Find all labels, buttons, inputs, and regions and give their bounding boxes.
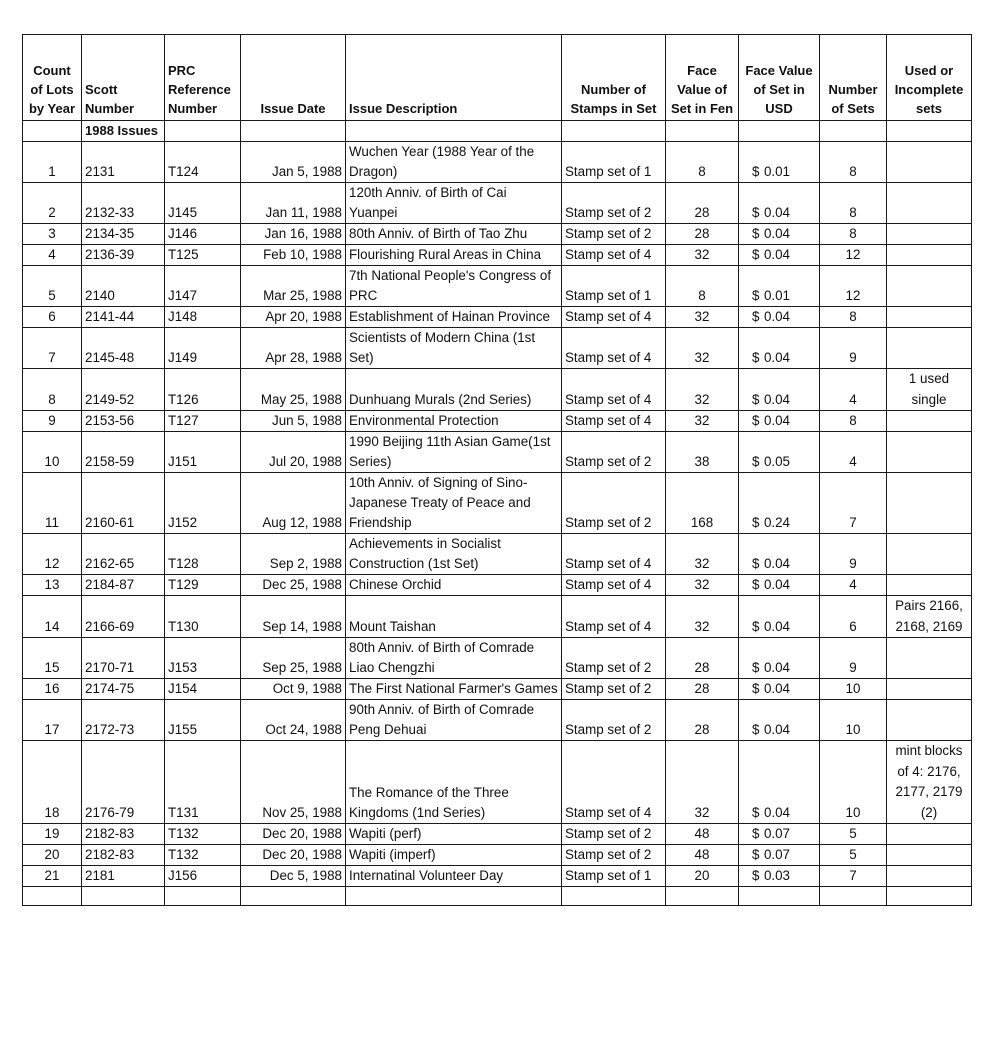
cell-count: 16 bbox=[23, 679, 82, 700]
cell-number-of-stamps: Stamp set of 2 bbox=[562, 638, 666, 679]
table-row bbox=[23, 866, 972, 887]
cell-scott-number: 2131 bbox=[82, 142, 165, 183]
cell-prc-reference: T129 bbox=[165, 575, 241, 596]
cell-prc-reference: J149 bbox=[165, 328, 241, 369]
currency-symbol: $ bbox=[752, 392, 760, 407]
cell-issue-description: The First National Farmer's Games bbox=[346, 679, 562, 700]
cell-face-value-fen: 28 bbox=[666, 224, 739, 245]
cell-issue-description: The Romance of the Three Kingdoms (1nd Series) bbox=[346, 741, 562, 824]
cell-count: 8 bbox=[23, 369, 82, 411]
cell-issue-date: Jul 20, 1988 bbox=[241, 432, 346, 473]
cell-number-of-stamps: Stamp set of 4 bbox=[562, 369, 666, 411]
cell-scott-number: 2162-65 bbox=[82, 534, 165, 575]
cell-number-of-sets: 8 bbox=[820, 142, 887, 183]
cell-face-value-usd bbox=[739, 534, 820, 575]
header-prc: PRC Reference Number bbox=[165, 35, 241, 121]
cell-face-value-fen: 48 bbox=[666, 845, 739, 866]
cell-prc-reference: T126 bbox=[165, 369, 241, 411]
cell-number-of-sets: 8 bbox=[820, 411, 887, 432]
currency-symbol: $ bbox=[752, 413, 760, 428]
table-row bbox=[23, 266, 972, 307]
cell-issue-description: 80th Anniv. of Birth of Tao Zhu bbox=[346, 224, 562, 245]
currency-symbol: $ bbox=[752, 868, 760, 883]
currency-symbol: $ bbox=[752, 660, 760, 675]
currency-symbol: $ bbox=[752, 309, 760, 324]
cell-issue-description: 10th Anniv. of Signing of Sino-Japanese Treaty of Peace and Friendship bbox=[346, 473, 562, 534]
cell-count: 7 bbox=[23, 328, 82, 369]
table-row bbox=[23, 142, 972, 183]
usd-amount: 0.04 bbox=[763, 577, 790, 592]
cell-number-of-sets: 8 bbox=[820, 183, 887, 224]
currency-symbol: $ bbox=[752, 619, 760, 634]
table-row bbox=[23, 638, 972, 679]
usd-amount: 0.01 bbox=[763, 164, 790, 179]
cell-count: 4 bbox=[23, 245, 82, 266]
cell-scott-number: 2134-35 bbox=[82, 224, 165, 245]
usd-amount: 0.04 bbox=[763, 681, 790, 696]
currency-symbol: $ bbox=[752, 577, 760, 592]
cell-used-incomplete bbox=[887, 845, 972, 866]
cell-number-of-stamps: Stamp set of 4 bbox=[562, 307, 666, 328]
usd-amount: 0.04 bbox=[763, 556, 790, 571]
cell-face-value-usd bbox=[739, 824, 820, 845]
cell-scott-number: 2182-83 bbox=[82, 824, 165, 845]
cell-scott-number: 2132-33 bbox=[82, 183, 165, 224]
cell-used-incomplete bbox=[887, 866, 972, 887]
usd-amount: 0.04 bbox=[763, 619, 790, 634]
cell-count: 17 bbox=[23, 700, 82, 741]
cell-prc-reference: J146 bbox=[165, 224, 241, 245]
cell-face-value-usd bbox=[739, 307, 820, 328]
cell-face-value-usd bbox=[739, 411, 820, 432]
cell-face-value-usd bbox=[739, 432, 820, 473]
cell-face-value-fen: 32 bbox=[666, 575, 739, 596]
cell-issue-date: Jan 11, 1988 bbox=[241, 183, 346, 224]
cell-number-of-stamps: Stamp set of 1 bbox=[562, 866, 666, 887]
cell-issue-description: 90th Anniv. of Birth of Comrade Peng Dehuai bbox=[346, 700, 562, 741]
cell-prc-reference: T125 bbox=[165, 245, 241, 266]
header-count: Count of Lots by Year bbox=[23, 35, 82, 121]
cell-prc-reference: T131 bbox=[165, 741, 241, 824]
cell-scott-number: 2184-87 bbox=[82, 575, 165, 596]
cell-face-value-usd bbox=[739, 473, 820, 534]
cell-prc-reference: J145 bbox=[165, 183, 241, 224]
cell-prc-reference: T132 bbox=[165, 824, 241, 845]
cell-count: 20 bbox=[23, 845, 82, 866]
cell-scott-number: 2166-69 bbox=[82, 596, 165, 638]
cell-issue-date: Oct 24, 1988 bbox=[241, 700, 346, 741]
cell-issue-description: 120th Anniv. of Birth of Cai Yuanpei bbox=[346, 183, 562, 224]
cell-number-of-stamps: Stamp set of 4 bbox=[562, 534, 666, 575]
cell-face-value-usd bbox=[739, 183, 820, 224]
usd-amount: 0.04 bbox=[763, 226, 790, 241]
table-row bbox=[23, 596, 972, 638]
cell-issue-date: Jan 5, 1988 bbox=[241, 142, 346, 183]
cell-count: 13 bbox=[23, 575, 82, 596]
cell-face-value-usd bbox=[739, 369, 820, 411]
cell-face-value-usd bbox=[739, 328, 820, 369]
usd-amount: 0.04 bbox=[763, 205, 790, 220]
table-row bbox=[23, 369, 972, 411]
header-number-of-stamps: Number of Stamps in Set bbox=[562, 35, 666, 121]
cell-count: 21 bbox=[23, 866, 82, 887]
year-subheader: 1988 Issues bbox=[82, 121, 165, 142]
header-face-value-usd: Face Value of Set in USD bbox=[739, 35, 820, 121]
cell-face-value-fen: 28 bbox=[666, 638, 739, 679]
cell-count: 3 bbox=[23, 224, 82, 245]
cell-scott-number: 2160-61 bbox=[82, 473, 165, 534]
cell-number-of-sets: 8 bbox=[820, 307, 887, 328]
cell-face-value-fen: 32 bbox=[666, 596, 739, 638]
cell-issue-description: Internatinal Volunteer Day bbox=[346, 866, 562, 887]
cell-number-of-sets: 12 bbox=[820, 266, 887, 307]
cell-count: 2 bbox=[23, 183, 82, 224]
cell-count: 9 bbox=[23, 411, 82, 432]
cell-used-incomplete bbox=[887, 307, 972, 328]
cell-face-value-fen: 8 bbox=[666, 266, 739, 307]
cell-face-value-fen: 32 bbox=[666, 245, 739, 266]
currency-symbol: $ bbox=[752, 556, 760, 571]
cell-number-of-stamps: Stamp set of 4 bbox=[562, 328, 666, 369]
table-row bbox=[23, 307, 972, 328]
cell-issue-description: Wuchen Year (1988 Year of the Dragon) bbox=[346, 142, 562, 183]
cell-number-of-stamps: Stamp set of 2 bbox=[562, 183, 666, 224]
cell-used-incomplete bbox=[887, 575, 972, 596]
cell-issue-date: Jun 5, 1988 bbox=[241, 411, 346, 432]
cell-used-incomplete: Pairs 2166, 2168, 2169 bbox=[887, 596, 972, 638]
usd-amount: 0.04 bbox=[763, 660, 790, 675]
cell-number-of-sets: 6 bbox=[820, 596, 887, 638]
currency-symbol: $ bbox=[752, 681, 760, 696]
cell-used-incomplete bbox=[887, 183, 972, 224]
cell-face-value-fen: 32 bbox=[666, 369, 739, 411]
table-row bbox=[23, 824, 972, 845]
cell-face-value-usd bbox=[739, 245, 820, 266]
usd-amount: 0.04 bbox=[763, 392, 790, 407]
cell-used-incomplete bbox=[887, 432, 972, 473]
cell-issue-date: Dec 20, 1988 bbox=[241, 824, 346, 845]
header-number-of-sets: Number of Sets bbox=[820, 35, 887, 121]
cell-number-of-sets: 7 bbox=[820, 866, 887, 887]
cell-face-value-usd bbox=[739, 866, 820, 887]
cell-issue-date: Jan 16, 1988 bbox=[241, 224, 346, 245]
cell-issue-date: Dec 5, 1988 bbox=[241, 866, 346, 887]
table-row bbox=[23, 245, 972, 266]
cell-number-of-sets: 10 bbox=[820, 741, 887, 824]
cell-issue-description: 7th National People's Congress of PRC bbox=[346, 266, 562, 307]
cell-face-value-fen: 38 bbox=[666, 432, 739, 473]
cell-number-of-stamps: Stamp set of 1 bbox=[562, 266, 666, 307]
header-issue-date: Issue Date bbox=[241, 35, 346, 121]
cell-face-value-fen: 32 bbox=[666, 328, 739, 369]
cell-scott-number: 2140 bbox=[82, 266, 165, 307]
cell-issue-description: Scientists of Modern China (1st Set) bbox=[346, 328, 562, 369]
cell-face-value-usd bbox=[739, 638, 820, 679]
currency-symbol: $ bbox=[752, 826, 760, 841]
cell-scott-number: 2172-73 bbox=[82, 700, 165, 741]
currency-symbol: $ bbox=[752, 515, 760, 530]
cell-number-of-stamps: Stamp set of 4 bbox=[562, 575, 666, 596]
cell-used-incomplete: mint blocks of 4: 2176, 2177, 2179 (2) bbox=[887, 741, 972, 824]
cell-number-of-stamps: Stamp set of 2 bbox=[562, 679, 666, 700]
cell-count: 10 bbox=[23, 432, 82, 473]
header-scott: Scott Number bbox=[82, 35, 165, 121]
cell-issue-date: May 25, 1988 bbox=[241, 369, 346, 411]
cell-number-of-stamps: Stamp set of 4 bbox=[562, 741, 666, 824]
cell-face-value-fen: 28 bbox=[666, 700, 739, 741]
cell-number-of-sets: 7 bbox=[820, 473, 887, 534]
cell-face-value-usd bbox=[739, 741, 820, 824]
cell-used-incomplete bbox=[887, 700, 972, 741]
cell-issue-description: Wapiti (imperf) bbox=[346, 845, 562, 866]
cell-prc-reference: J153 bbox=[165, 638, 241, 679]
cell-issue-description: 1990 Beijing 11th Asian Game(1st Series) bbox=[346, 432, 562, 473]
header-issue-description: Issue Description bbox=[346, 35, 562, 121]
table-row bbox=[23, 741, 972, 824]
usd-amount: 0.04 bbox=[763, 309, 790, 324]
stamp-inventory-table bbox=[22, 34, 972, 906]
cell-prc-reference: J151 bbox=[165, 432, 241, 473]
cell-count: 12 bbox=[23, 534, 82, 575]
table-row bbox=[23, 411, 972, 432]
cell-issue-date: Sep 14, 1988 bbox=[241, 596, 346, 638]
cell-number-of-sets: 10 bbox=[820, 679, 887, 700]
cell-used-incomplete bbox=[887, 679, 972, 700]
cell-face-value-fen: 168 bbox=[666, 473, 739, 534]
cell-issue-description: Flourishing Rural Areas in China bbox=[346, 245, 562, 266]
blank-row bbox=[23, 887, 972, 906]
usd-amount: 0.05 bbox=[763, 454, 790, 469]
cell-issue-description: Environmental Protection bbox=[346, 411, 562, 432]
cell-number-of-stamps: Stamp set of 2 bbox=[562, 845, 666, 866]
header-row bbox=[23, 35, 972, 121]
cell-number-of-sets: 8 bbox=[820, 224, 887, 245]
cell-scott-number: 2141-44 bbox=[82, 307, 165, 328]
cell-face-value-usd bbox=[739, 142, 820, 183]
cell-face-value-fen: 28 bbox=[666, 183, 739, 224]
cell-face-value-usd bbox=[739, 700, 820, 741]
table-row bbox=[23, 679, 972, 700]
cell-count: 1 bbox=[23, 142, 82, 183]
header-used-incomplete: Used or Incomplete sets bbox=[887, 35, 972, 121]
cell-prc-reference: T130 bbox=[165, 596, 241, 638]
cell-face-value-fen: 20 bbox=[666, 866, 739, 887]
usd-amount: 0.07 bbox=[763, 847, 790, 862]
usd-amount: 0.04 bbox=[763, 722, 790, 737]
cell-scott-number: 2176-79 bbox=[82, 741, 165, 824]
usd-amount: 0.04 bbox=[763, 247, 790, 262]
cell-issue-date: Oct 9, 1988 bbox=[241, 679, 346, 700]
cell-scott-number: 2145-48 bbox=[82, 328, 165, 369]
cell-count: 19 bbox=[23, 824, 82, 845]
cell-number-of-sets: 12 bbox=[820, 245, 887, 266]
cell-face-value-fen: 8 bbox=[666, 142, 739, 183]
cell-scott-number: 2153-56 bbox=[82, 411, 165, 432]
subheader-row bbox=[23, 121, 972, 142]
usd-amount: 0.24 bbox=[763, 515, 790, 530]
cell-issue-date: Apr 20, 1988 bbox=[241, 307, 346, 328]
currency-symbol: $ bbox=[752, 247, 760, 262]
cell-scott-number: 2181 bbox=[82, 866, 165, 887]
cell-scott-number: 2174-75 bbox=[82, 679, 165, 700]
cell-issue-date: Apr 28, 1988 bbox=[241, 328, 346, 369]
cell-count: 18 bbox=[23, 741, 82, 824]
cell-prc-reference: J154 bbox=[165, 679, 241, 700]
usd-amount: 0.04 bbox=[763, 413, 790, 428]
cell-scott-number: 2182-83 bbox=[82, 845, 165, 866]
currency-symbol: $ bbox=[752, 205, 760, 220]
cell-issue-date: Sep 25, 1988 bbox=[241, 638, 346, 679]
cell-prc-reference: T127 bbox=[165, 411, 241, 432]
cell-issue-date: Dec 25, 1988 bbox=[241, 575, 346, 596]
cell-count: 5 bbox=[23, 266, 82, 307]
cell-used-incomplete bbox=[887, 328, 972, 369]
usd-amount: 0.04 bbox=[763, 805, 790, 820]
usd-amount: 0.04 bbox=[763, 350, 790, 365]
cell-issue-description: Chinese Orchid bbox=[346, 575, 562, 596]
currency-symbol: $ bbox=[752, 805, 760, 820]
table-row bbox=[23, 183, 972, 224]
cell-number-of-stamps: Stamp set of 2 bbox=[562, 700, 666, 741]
cell-used-incomplete: 1 used single bbox=[887, 369, 972, 411]
cell-issue-date: Feb 10, 1988 bbox=[241, 245, 346, 266]
cell-face-value-fen: 28 bbox=[666, 679, 739, 700]
table-body bbox=[23, 121, 972, 906]
cell-face-value-usd bbox=[739, 266, 820, 307]
cell-used-incomplete bbox=[887, 824, 972, 845]
cell-number-of-sets: 4 bbox=[820, 575, 887, 596]
cell-issue-description: Wapiti (perf) bbox=[346, 824, 562, 845]
cell-number-of-sets: 4 bbox=[820, 432, 887, 473]
cell-prc-reference: J147 bbox=[165, 266, 241, 307]
cell-prc-reference: J156 bbox=[165, 866, 241, 887]
cell-used-incomplete bbox=[887, 224, 972, 245]
currency-symbol: $ bbox=[752, 288, 760, 303]
currency-symbol: $ bbox=[752, 847, 760, 862]
cell-prc-reference: J148 bbox=[165, 307, 241, 328]
currency-symbol: $ bbox=[752, 226, 760, 241]
cell-number-of-sets: 9 bbox=[820, 328, 887, 369]
cell-issue-date: Aug 12, 1988 bbox=[241, 473, 346, 534]
cell-count: 15 bbox=[23, 638, 82, 679]
cell-number-of-stamps: Stamp set of 4 bbox=[562, 596, 666, 638]
table-row bbox=[23, 473, 972, 534]
cell-number-of-sets: 5 bbox=[820, 845, 887, 866]
cell-used-incomplete bbox=[887, 411, 972, 432]
table-row bbox=[23, 575, 972, 596]
cell-issue-description: 80th Anniv. of Birth of Comrade Liao Chengzhi bbox=[346, 638, 562, 679]
cell-face-value-usd bbox=[739, 224, 820, 245]
cell-number-of-sets: 9 bbox=[820, 638, 887, 679]
cell-count: 11 bbox=[23, 473, 82, 534]
cell-number-of-stamps: Stamp set of 1 bbox=[562, 142, 666, 183]
cell-issue-date: Nov 25, 1988 bbox=[241, 741, 346, 824]
cell-count: 14 bbox=[23, 596, 82, 638]
cell-scott-number: 2158-59 bbox=[82, 432, 165, 473]
cell-issue-description: Dunhuang Murals (2nd Series) bbox=[346, 369, 562, 411]
cell-number-of-stamps: Stamp set of 4 bbox=[562, 411, 666, 432]
table-row bbox=[23, 534, 972, 575]
usd-amount: 0.01 bbox=[763, 288, 790, 303]
table-row bbox=[23, 845, 972, 866]
cell-number-of-stamps: Stamp set of 2 bbox=[562, 224, 666, 245]
cell-issue-description: Establishment of Hainan Province bbox=[346, 307, 562, 328]
table-row bbox=[23, 224, 972, 245]
cell-used-incomplete bbox=[887, 266, 972, 307]
currency-symbol: $ bbox=[752, 350, 760, 365]
cell-prc-reference: J152 bbox=[165, 473, 241, 534]
cell-number-of-sets: 9 bbox=[820, 534, 887, 575]
cell-issue-description: Achievements in Socialist Construction (1st Set) bbox=[346, 534, 562, 575]
cell-prc-reference: J155 bbox=[165, 700, 241, 741]
cell-number-of-sets: 4 bbox=[820, 369, 887, 411]
cell-number-of-stamps: Stamp set of 2 bbox=[562, 473, 666, 534]
cell-face-value-usd bbox=[739, 575, 820, 596]
cell-face-value-usd bbox=[739, 845, 820, 866]
cell-face-value-fen: 32 bbox=[666, 307, 739, 328]
cell-number-of-stamps: Stamp set of 2 bbox=[562, 824, 666, 845]
cell-issue-date: Dec 20, 1988 bbox=[241, 845, 346, 866]
cell-number-of-stamps: Stamp set of 2 bbox=[562, 432, 666, 473]
cell-issue-date: Sep 2, 1988 bbox=[241, 534, 346, 575]
cell-prc-reference: T132 bbox=[165, 845, 241, 866]
cell-number-of-sets: 10 bbox=[820, 700, 887, 741]
currency-symbol: $ bbox=[752, 454, 760, 469]
cell-used-incomplete bbox=[887, 142, 972, 183]
cell-scott-number: 2136-39 bbox=[82, 245, 165, 266]
table-row bbox=[23, 700, 972, 741]
cell-issue-date: Mar 25, 1988 bbox=[241, 266, 346, 307]
cell-prc-reference: T124 bbox=[165, 142, 241, 183]
cell-used-incomplete bbox=[887, 534, 972, 575]
cell-face-value-fen: 48 bbox=[666, 824, 739, 845]
cell-number-of-sets: 5 bbox=[820, 824, 887, 845]
cell-scott-number: 2149-52 bbox=[82, 369, 165, 411]
cell-used-incomplete bbox=[887, 638, 972, 679]
cell-used-incomplete bbox=[887, 473, 972, 534]
usd-amount: 0.03 bbox=[763, 868, 790, 883]
usd-amount: 0.07 bbox=[763, 826, 790, 841]
header-face-value-fen: Face Value of Set in Fen bbox=[666, 35, 739, 121]
cell-issue-description: Mount Taishan bbox=[346, 596, 562, 638]
cell-used-incomplete bbox=[887, 245, 972, 266]
cell-face-value-fen: 32 bbox=[666, 741, 739, 824]
currency-symbol: $ bbox=[752, 722, 760, 737]
cell-scott-number: 2170-71 bbox=[82, 638, 165, 679]
cell-face-value-fen: 32 bbox=[666, 534, 739, 575]
table-row bbox=[23, 432, 972, 473]
cell-face-value-usd bbox=[739, 679, 820, 700]
currency-symbol: $ bbox=[752, 164, 760, 179]
cell-face-value-usd bbox=[739, 596, 820, 638]
cell-face-value-fen: 32 bbox=[666, 411, 739, 432]
cell-count: 6 bbox=[23, 307, 82, 328]
cell-number-of-stamps: Stamp set of 4 bbox=[562, 245, 666, 266]
cell-prc-reference: T128 bbox=[165, 534, 241, 575]
table-row bbox=[23, 328, 972, 369]
